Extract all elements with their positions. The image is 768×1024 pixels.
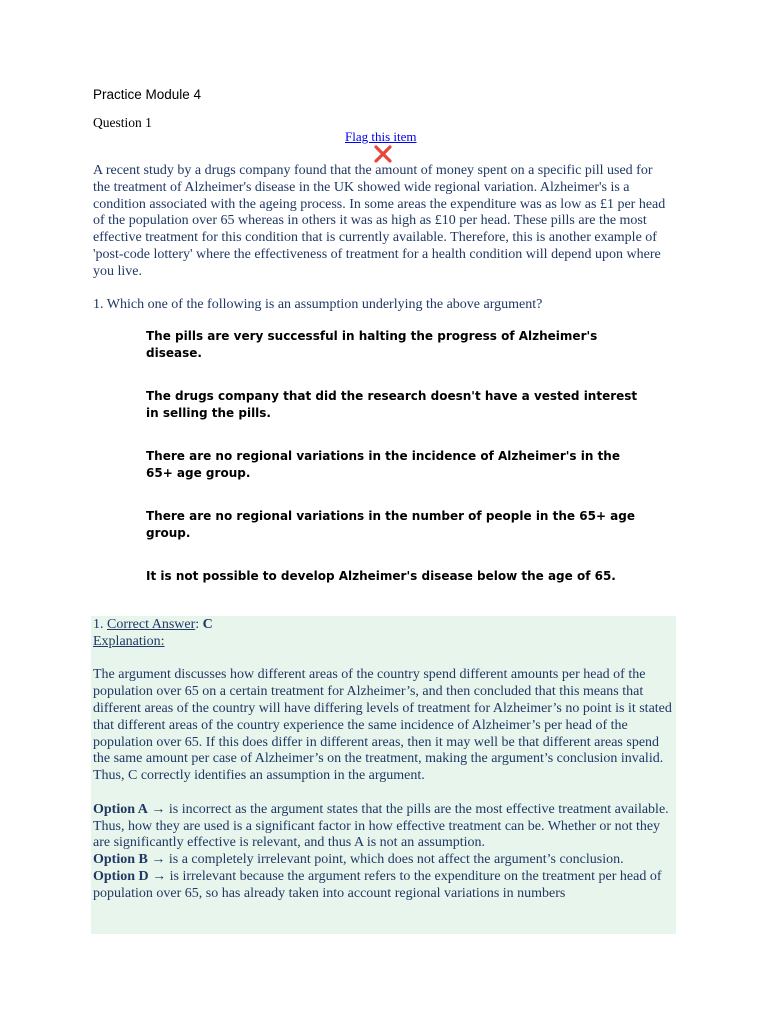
question-number: Question 1 <box>93 115 152 130</box>
correct-answer-line: 1. Correct Answer: C <box>93 617 213 632</box>
option-a-note-label: Option A <box>93 801 148 817</box>
option-d-note-text: is irrelevant because the argument refers to the expenditure on the treatment per head of population over 65, so has already taken into account regional variations in numbers <box>93 868 662 901</box>
flag-item-link[interactable]: Flag this item <box>345 129 417 144</box>
option-d[interactable]: There are no regional variations in the number of people in the 65+ age group. <box>146 509 636 540</box>
answer-number: 1. <box>93 617 104 632</box>
option-e[interactable]: It is not possible to develop Alzheimer's disease below the age of 65. <box>146 569 616 583</box>
option-a-note-text: is incorrect as the argument states that the pills are the most effective treatment available. Thus, how they are used is a significant factor in how effective treatment can be. Whether or not they are significantly effective is relevant, and thus A is not an assumption. <box>93 801 669 851</box>
explanation-text: The argument discusses how different areas of the country spend different amounts per head of the population over 65 on a certain treatment for Alzheimer’s, and then concluded that this means that different areas of the country will have differing levels of treatment for Alzheimer’s no point is it stated that different areas of the country experience the same incidence of Alzheimer’s per head of the population over 65. If this does differ in different areas, then it may well be that different areas spend the same amount per case of Alzheimer’s on the treatment, making the argument’s conclusion invalid. Thus, C correctly identifies an assumption in the argument. <box>93 667 672 784</box>
option-c[interactable]: There are no regional variations in the incidence of Alzheimer's in the 65+ age group. <box>146 449 620 480</box>
question-prompt: 1. Which one of the following is an assumption underlying the above argument? <box>93 297 543 312</box>
question-passage: A recent study by a drugs company found that the amount of money spent on a specific pill used for the treatment of Alzheimer's disease in the UK showed wide regional variation. Alzheimer's is a condition associated with the ageing process. In some areas the expenditure was as low as £1 per head of the population over 65 whereas in others it was as high as £10 per head. These pills are the most effective treatment for this condition that is currently available. Therefore, this is another example of 'post-code lottery' where the effectiveness of treatment for a health condition will depend upon where you live. <box>93 163 666 279</box>
answer-options <box>146 328 646 611</box>
arrow-icon: → <box>151 801 166 817</box>
option-b-note <box>93 852 674 869</box>
option-a-note <box>93 802 674 852</box>
explanation-label: Explanation: <box>93 633 165 649</box>
close-x-icon[interactable] <box>373 145 393 163</box>
correct-answer-label: Correct Answer <box>107 617 196 632</box>
option-b-note-label: Option B <box>93 852 148 868</box>
option-d-note <box>93 869 674 903</box>
answer-explanation-box <box>91 616 676 934</box>
arrow-icon: → <box>151 852 166 868</box>
arrow-icon: → <box>152 868 167 884</box>
option-b[interactable]: The drugs company that did the research doesn't have a vested interest in selling the pills. <box>146 389 638 420</box>
option-a[interactable]: The pills are very successful in halting the progress of Alzheimer's disease. <box>146 329 598 360</box>
page-title: Practice Module 4 <box>93 87 202 102</box>
option-d-note-label: Option D <box>93 868 149 884</box>
option-b-note-text: is a completely irrelevant point, which does not affect the argument’s conclusion. <box>168 852 624 868</box>
correct-answer-value: C <box>202 617 213 632</box>
